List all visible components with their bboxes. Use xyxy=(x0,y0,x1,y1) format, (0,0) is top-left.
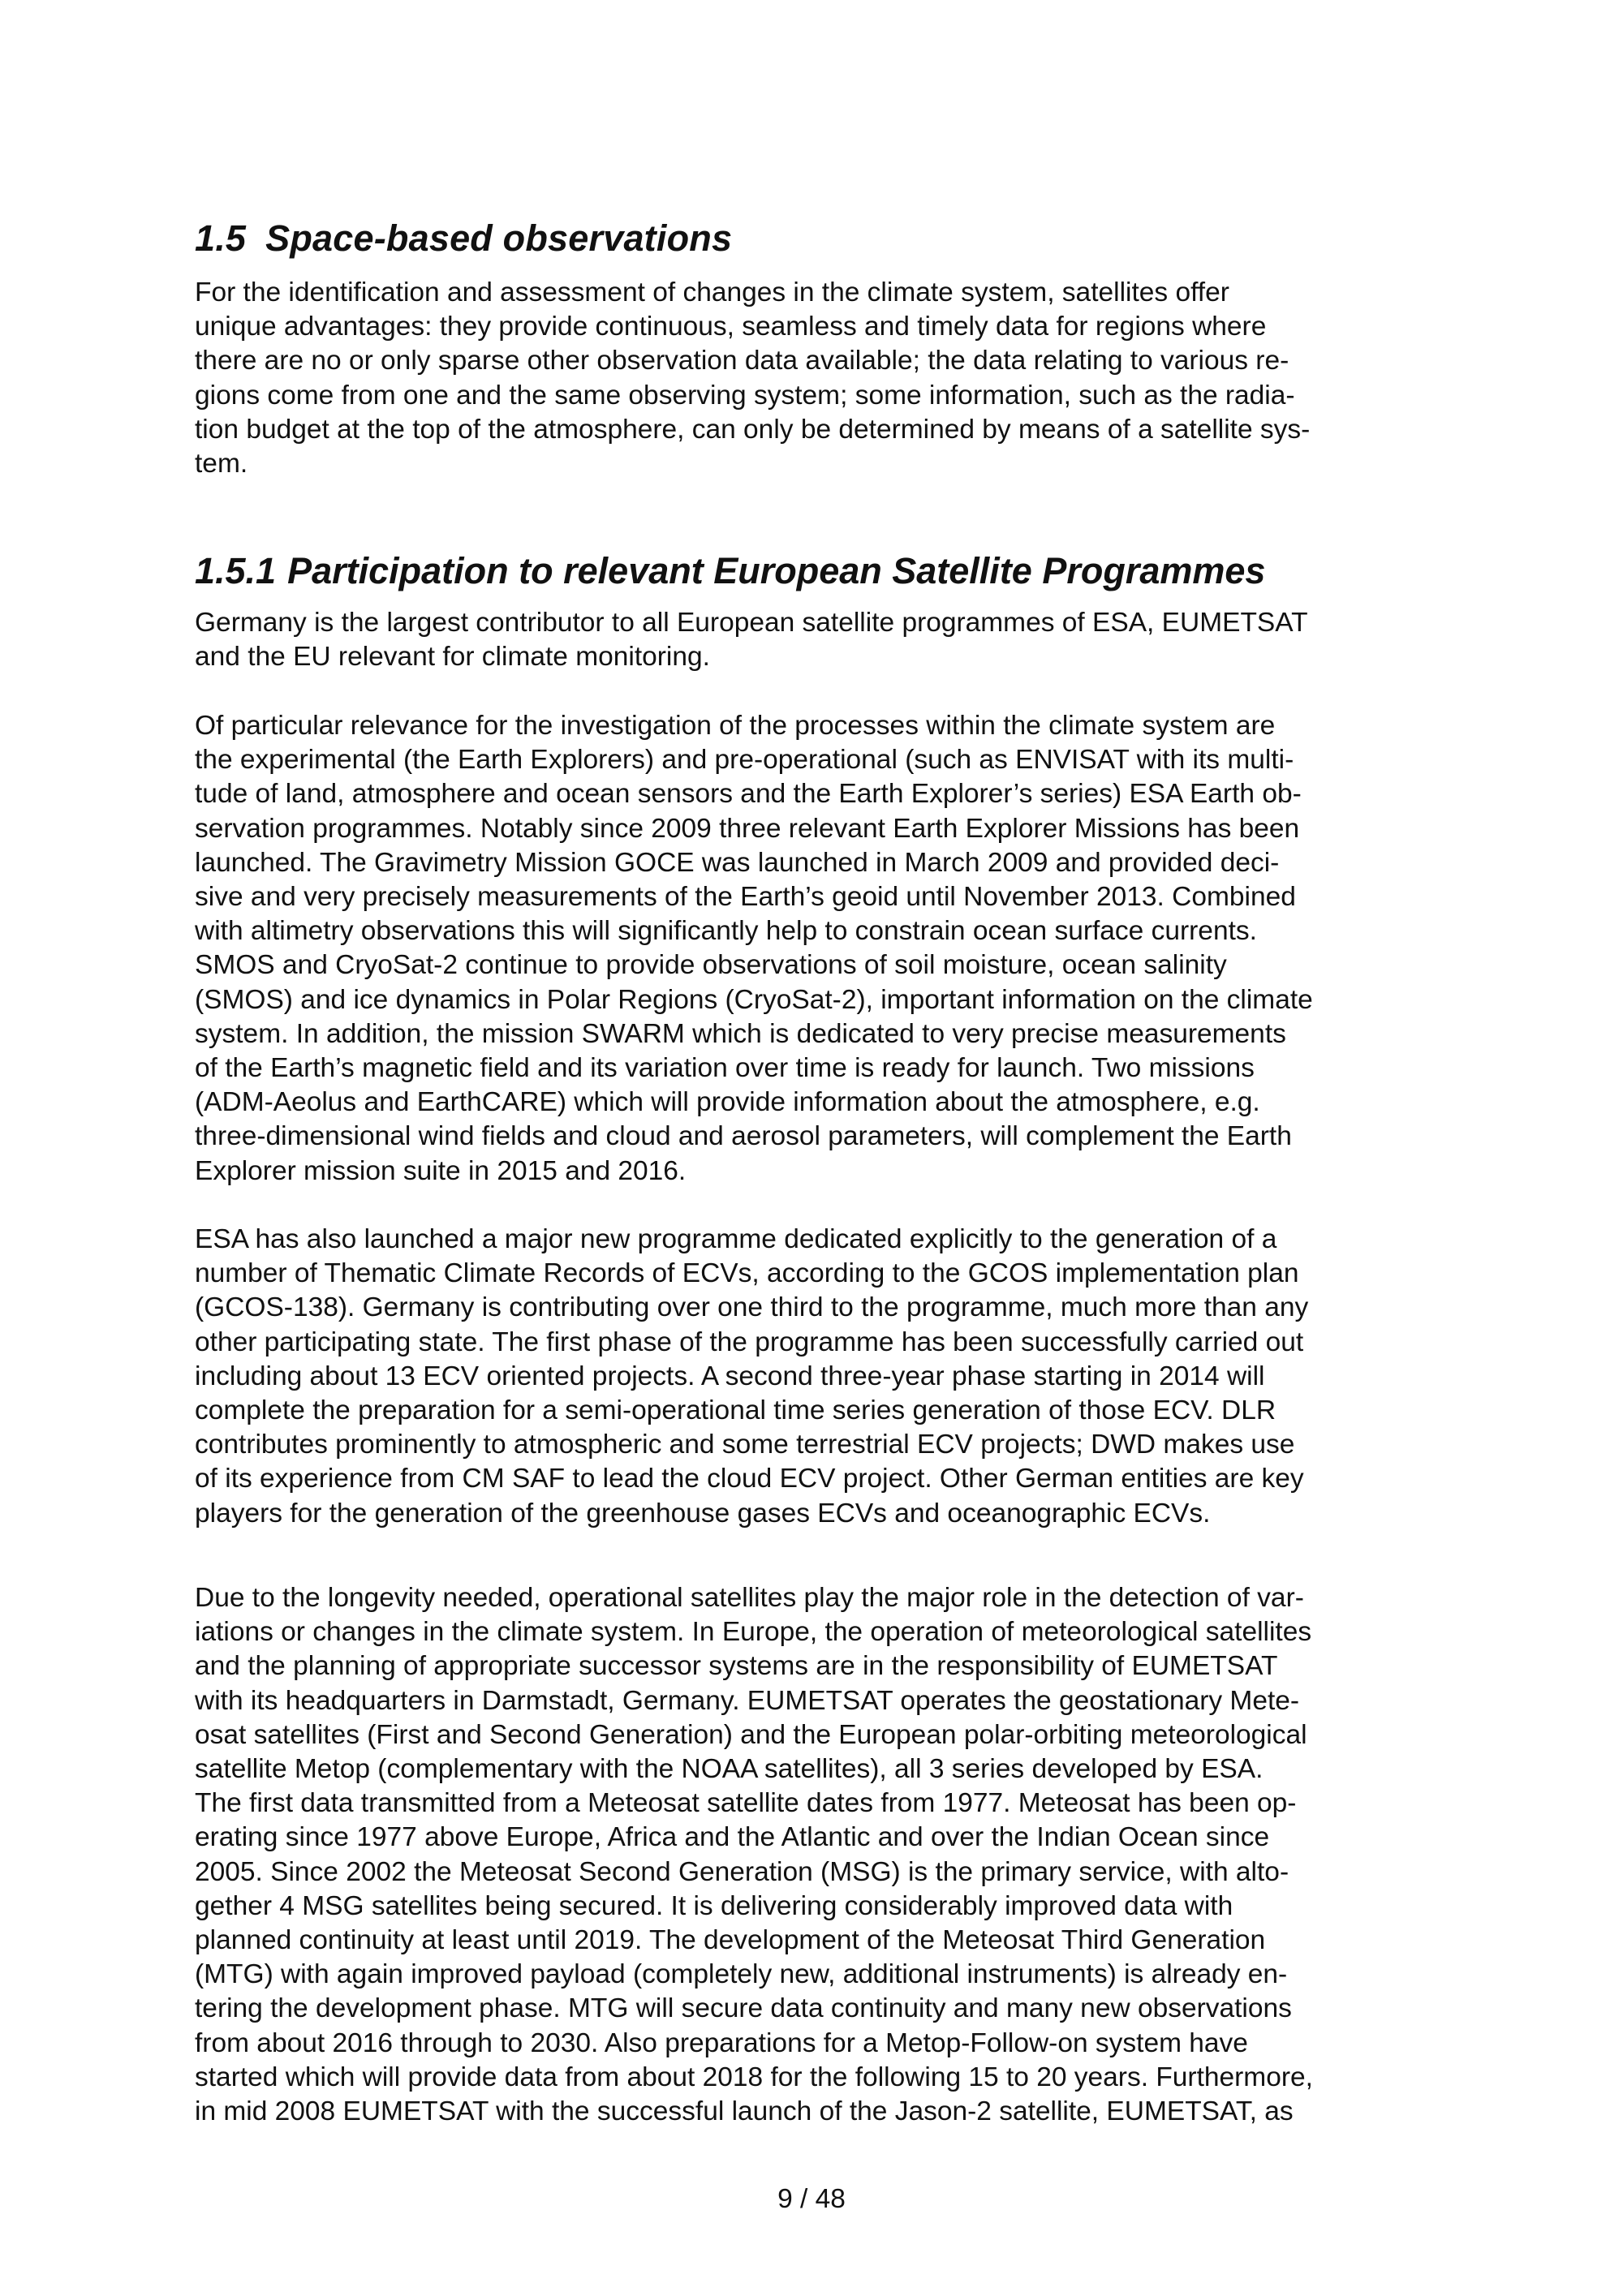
text-line: servation programmes. Notably since 2009 three relevant Earth Explorer Missions has been xyxy=(195,813,1300,844)
text-line: erating since 1977 above Europe, Africa and the Atlantic and over the Indian Ocean since xyxy=(195,1822,1270,1853)
subsection-number: 1.5.1 xyxy=(195,550,277,591)
text-line: gether 4 MSG satellites being secured. It is delivering considerably improved data with xyxy=(195,1890,1233,1921)
text-line: and the planning of appropriate successor systems are in the responsibility of EUMETSAT xyxy=(195,1651,1278,1682)
text-line: (GCOS-138). Germany is contributing over one third to the programme, much more than any xyxy=(195,1292,1309,1323)
text-line: sive and very precisely measurements of the Earth’s geoid until November 2013. Combined xyxy=(195,882,1296,913)
text-line: complete the preparation for a semi-operational time series generation of those ECV. DLR xyxy=(195,1395,1276,1426)
text-line: tion budget at the top of the atmosphere, can only be determined by means of a satellite sys- xyxy=(195,414,1311,445)
text-line: other participating state. The first phase of the programme has been successfully carried out xyxy=(195,1326,1304,1357)
page-number: 9 / 48 xyxy=(777,2184,846,2214)
text-line: osat satellites (First and Second Generation) and the European polar-orbiting meteorological xyxy=(195,1719,1307,1750)
section-title: Space-based observations xyxy=(265,217,733,259)
text-line: planned continuity at least until 2019. The development of the Meteosat Third Generation xyxy=(195,1925,1266,1956)
text-line: Explorer mission suite in 2015 and 2016. xyxy=(195,1155,687,1186)
text-line: with its headquarters in Darmstadt, Germany. EUMETSAT operates the geostationary Mete- xyxy=(195,1685,1300,1716)
text-line: (ADM-Aeolus and EarthCARE) which will provide information about the atmosphere, e.g. xyxy=(195,1087,1260,1118)
section-heading xyxy=(195,217,732,260)
text-line: number of Thematic Climate Records of ECVs, according to the GCOS implementation plan xyxy=(195,1258,1299,1289)
paragraph-esa-climate-records xyxy=(195,1223,1444,1531)
paragraph-germany-contribution xyxy=(195,606,1444,674)
text-line: unique advantages: they provide continuous, seamless and timely data for regions where xyxy=(195,312,1267,342)
text-line: system. In addition, the mission SWARM which is dedicated to very precise measurements xyxy=(195,1018,1286,1049)
text-line: ESA has also launched a major new programme dedicated explicitly to the generation of a xyxy=(195,1224,1277,1254)
text-line: and the EU relevant for climate monitoring. xyxy=(195,642,710,673)
text-line: The first data transmitted from a Meteosat satellite dates from 1977. Meteosat has been op- xyxy=(195,1788,1297,1819)
text-line: 2005. Since 2002 the Meteosat Second Generation (MSG) is the primary service, with alto- xyxy=(195,1856,1289,1887)
text-line: Of particular relevance for the investigation of the processes within the climate system are xyxy=(195,711,1276,741)
subsection-title: Participation to relevant European Satellite Programmes xyxy=(287,550,1266,591)
text-line: iations or changes in the climate system. In Europe, the operation of meteorological satellites xyxy=(195,1617,1312,1648)
paragraph-eumetsat-operations xyxy=(195,1581,1444,2129)
text-line: from about 2016 through to 2030. Also preparations for a Metop-Follow-on system have xyxy=(195,2027,1248,2058)
text-line: Germany is the largest contributor to all European satellite programmes of ESA, EUMETSAT xyxy=(195,608,1308,638)
text-line: SMOS and CryoSat-2 continue to provide observations of soil moisture, ocean salinity xyxy=(195,950,1227,981)
section-number: 1.5 xyxy=(195,217,247,259)
text-line: (SMOS) and ice dynamics in Polar Regions (CryoSat-2), important information on the climate xyxy=(195,984,1313,1015)
text-line: there are no or only sparse other observation data available; the data relating to various re- xyxy=(195,346,1289,376)
text-line: started which will provide data from about 2018 for the following 15 to 20 years. Furthermore, xyxy=(195,2062,1313,2092)
text-line: tem. xyxy=(195,449,248,479)
text-line: gions come from one and the same observing system; some information, such as the radia- xyxy=(195,380,1295,411)
subsection-heading xyxy=(195,550,1265,592)
text-line: three-dimensional wind fields and cloud and aerosol parameters, will complement the Earth xyxy=(195,1121,1292,1152)
text-line: including about 13 ECV oriented projects. A second three-year phase starting in 2014 will xyxy=(195,1361,1265,1391)
text-line: in mid 2008 EUMETSAT with the successful launch of the Jason-2 satellite, EUMETSAT, as xyxy=(195,2096,1294,2127)
text-line: players for the generation of the greenhouse gases ECVs and oceanographic ECVs. xyxy=(195,1498,1211,1529)
text-line: the experimental (the Earth Explorers) and pre-operational (such as ENVISAT with its multi- xyxy=(195,745,1294,776)
text-line: For the identification and assessment of changes in the climate system, satellites offer xyxy=(195,277,1229,307)
text-line: (MTG) with again improved payload (completely new, additional instruments) is already en- xyxy=(195,1959,1288,1990)
text-line: of the Earth’s magnetic field and its variation over time is ready for launch. Two missions xyxy=(195,1053,1255,1084)
paragraph-satellite-advantages xyxy=(195,276,1444,481)
text-line: with altimetry observations this will significantly help to constrain ocean surface currents. xyxy=(195,916,1257,947)
text-line: tering the development phase. MTG will secure data continuity and many new observations xyxy=(195,1993,1292,2024)
text-line: tude of land, atmosphere and ocean sensors and the Earth Explorer’s series) ESA Earth ob- xyxy=(195,779,1302,810)
text-line: launched. The Gravimetry Mission GOCE was launched in March 2009 and provided deci- xyxy=(195,847,1280,878)
text-line: contributes prominently to atmospheric and some terrestrial ECV projects; DWD makes use xyxy=(195,1430,1295,1460)
text-line: satellite Metop (complementary with the NOAA satellites), all 3 series developed by ESA. xyxy=(195,1754,1264,1785)
text-line: Due to the longevity needed, operational satellites play the major role in the detection of var- xyxy=(195,1583,1304,1613)
text-line: of its experience from CM SAF to lead the cloud ECV project. Other German entities are key xyxy=(195,1464,1304,1494)
paragraph-earth-explorers xyxy=(195,709,1444,1189)
